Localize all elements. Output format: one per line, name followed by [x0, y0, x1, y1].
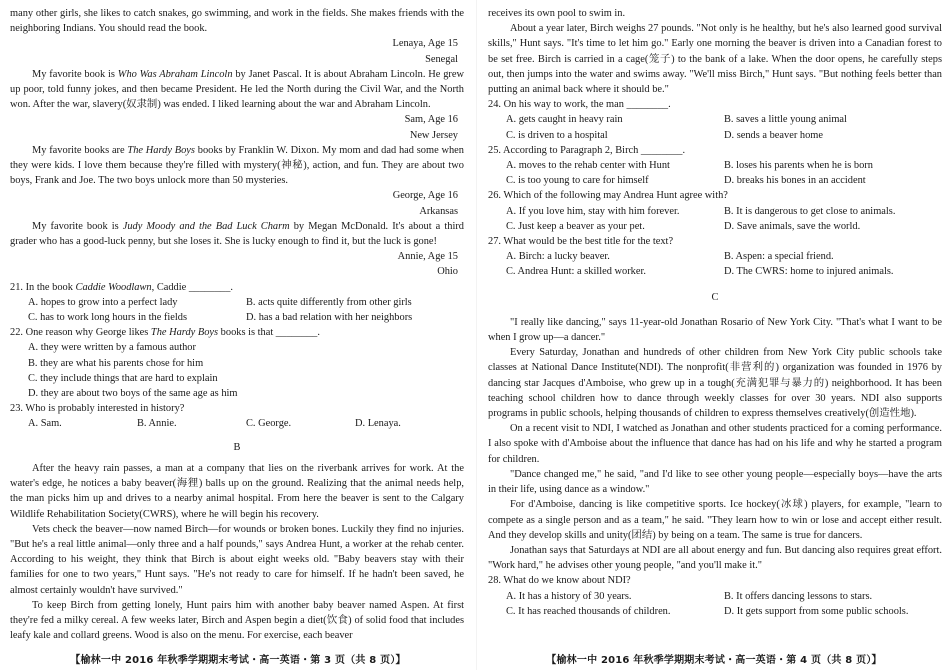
option-c: C. they include things that are hard to explain [28, 372, 218, 384]
option-b: B. Annie. [137, 418, 177, 430]
question-24 [488, 97, 942, 143]
passage-c-paragraph-4: "Dance changed me," he said, "and I'd like to see other young people—especially boys—have the arts in their life, using dance as a window." [488, 468, 942, 496]
lenaya-text-tail: many other girls, she likes to catch snakes, go swimming, and work in the fields. She makes friends with the neighboring Indians. You should read the book. [10, 8, 464, 35]
section-heading-c: C [711, 291, 719, 303]
option-d: D. The CWRS: home to injured animals. [724, 266, 894, 278]
option-c: C. Andrea Hunt: a skilled worker. [506, 266, 646, 278]
signature-sam-name: Sam, Age 16 [404, 114, 458, 126]
page-footer: 【榆林一中 2016 年秋季学期期末考试・高一英语・第 4 页（共 8 页）】 [546, 654, 882, 666]
page-divider [476, 0, 477, 670]
question-27 [488, 234, 942, 280]
option-a: A. It has a history of 30 years. [506, 590, 632, 602]
option-b: B. acts quite differently from other girls [246, 296, 412, 308]
passage-c-paragraph-5: For d'Amboise, dancing is like competitive sports. Ice hockey(冰球) players, for example, "learn to compete as a single person and as a team," he said. "They learn how to win or lose and accept either result. And they develop skills and unity(团结) by being on a team. The same is true for dancers. [488, 499, 942, 541]
page-footer: 【榆林一中 2016 年秋季学期期末考试・高一英语・第 3 页（共 8 页）】 [70, 654, 406, 666]
book-title: Judy Moody and the Bad Luck Charm [122, 220, 290, 232]
passage-b-paragraph-3-tail: receives its own pool to swim in. [488, 8, 626, 19]
signature-george-place: Arkansas [419, 205, 458, 217]
passage-b-paragraph-1: After the heavy rain passes, a man at a company that lies on the riverbank arrives for work. At the water's edge, he notices a baby beaver(海狸) balls up on the ground. Realizing that the animal needs help, the man picks him up and drives to a nearby animal hospital. From here the beaver is sent to the Calgary Wildlife Rehabilitation Society(CWRS), where he will begin his recovery. [10, 462, 464, 520]
option-b: B. they are what his parents chose for him [28, 357, 204, 369]
option-d: D. sends a beaver home [724, 129, 823, 141]
question-stem: 25. According to Paragraph 2, Birch ________. [488, 144, 686, 156]
option-a: A. If you love him, stay with him forever. [506, 205, 680, 217]
book-title: The Hardy Boys [127, 144, 195, 156]
passage-b-paragraph-3: To keep Birch from getting lonely, Hunt pairs him with another baby beaver named Aspen. At first they're fed a milky cereal. A few weeks later, Birch and Aspen begin a diet(饮食) of solid food that includes leafy kale and collard greens. Wood is also on the menu. For exercise, each beaver [10, 599, 464, 642]
question-stem: 21. In the book Caddie Woodlawn, Caddie ________. [10, 281, 234, 293]
option-b: B. It is dangerous to get close to animals. [724, 205, 896, 217]
annie-paragraph: My favorite book is Judy Moody and the Bad Luck Charm by Megan McDonald. It's about a third grader who has a good-luck penny, but she loses it. She is lucky enough to find it, but the luck is gone! [10, 220, 464, 248]
option-c: C. It has reached thousands of children. [506, 605, 671, 617]
passage-c-paragraph-6: Jonathan says that Saturdays at NDI are all about energy and fun. But dancing also requires great effort. "Work hard," he advises other young people, "and you'll make it." [488, 544, 942, 572]
option-c: C. Just keep a beaver as your pet. [506, 220, 645, 232]
question-stem: 23. Who is probably interested in history? [10, 403, 185, 415]
passage-c-paragraph-2: Every Saturday, Jonathan and hundreds of other children from New York City public schools take classes at National Dance Institute(NDI). The nonprofit(非营利的) organization was founded in 1976 by dancing star Jacques d'Amboise, who grew up in a tough(充满犯罪与暴力的) neighborhood. It has been teaching school children how to dance through weekly classes for over 30 years. NDI also supports programs in public schools, helping thousands of children to express themselves creatively(创造性地). [488, 347, 942, 420]
option-d: D. breaks his bones in an accident [724, 175, 866, 187]
option-d: D. It gets support from some public schools. [724, 605, 909, 617]
option-b: B. loses his parents when he is born [724, 160, 873, 172]
question-21 [10, 280, 464, 326]
option-a: A. hopes to grow into a perfect lady [28, 296, 178, 308]
passage-b-paragraph-4: About a year later, Birch weighs 27 pounds. "Not only is he healthy, but he's also learned good survival skills," Hunt says. "It's time to let him go." Early one morning the beaver is driven into a Canadian forest to be set free. Birch is carried in a cage(笼子) to the bank of a lake. When the door opens, he carefully steps out, then jumps into the water and swims away. "We'll miss Birch," Hunt says. "But nothing feels better than putting an animal back where it should be." [488, 23, 942, 96]
signature-lenaya-name: Lenaya, Age 15 [392, 38, 458, 50]
passage-c-paragraph-3: On a recent visit to NDI, I watched as Jonathan and other students practiced for a coming performance. I also spoke with d'Amboise about the influence that dance has had on his life and why he started a program for children. [488, 423, 942, 465]
book-title: Who Was Abraham Lincoln [117, 68, 233, 80]
question-23 [10, 401, 464, 431]
passage-c-paragraph-1: "I really like dancing," says 11-year-old Jonathan Rosario of New York City. "That's what I want to be when I grow up—a dancer." [488, 316, 942, 344]
signature-annie-name: Annie, Age 15 [397, 251, 458, 263]
question-stem: 28. What do we know about NDI? [488, 575, 631, 587]
question-stem: 24. On his way to work, the man ________. [488, 99, 671, 111]
option-a: A. Birch: a lucky beaver. [506, 251, 610, 263]
passage-b-paragraph-2: Vets check the beaver—now named Birch—for wounds or broken bones. Luckily they find no injuries. "But he's a real little animal—only three and a half pounds," says Andrea Hunt, a worker at the rehab center. According to his weight, they think that Birch is about eight weeks old. "Baby beavers stay with their families for one to two years," Hunt says. "He's not ready to care for himself. If he hadn't been saved, he almost certainly wouldn't have survived." [10, 523, 464, 596]
option-a: A. gets caught in heavy rain [506, 114, 623, 126]
option-b: B. It offers dancing lessons to stars. [724, 590, 873, 602]
option-d: D. Save animals, save the world. [724, 220, 861, 232]
option-c: C. has to work long hours in the fields [28, 312, 188, 324]
option-c: C. George. [246, 418, 292, 430]
option-d: D. has a bad relation with her neighbors [246, 312, 413, 324]
option-a: A. Sam. [28, 418, 62, 430]
option-a: A. they were written by a famous author [28, 342, 196, 354]
george-paragraph: My favorite books are The Hardy Boys books by Franklin W. Dixon. My mom and dad had some when they were kids. I love them because they're filled with mystery(神秘), action, and fun. They are about two boys, Frank and Joe. The two boys unlock more than 50 mysteries. [10, 144, 464, 187]
option-d: D. they are about two boys of the same age as him [28, 388, 238, 400]
right-page [478, 0, 950, 670]
signature-george-name: George, Age 16 [392, 190, 458, 202]
option-a: A. moves to the rehab center with Hunt [506, 160, 670, 172]
option-b: B. saves a little young animal [724, 114, 847, 126]
sam-paragraph: My favorite book is Who Was Abraham Lincoln by Janet Pascal. It is about Abraham Lincoln. He grew up poor, told funny jokes, and then became President. He led the North during the Civil War, and the North won. After the war, slavery(奴隶制) was ended. I liked learning about the war and Abraham Lincoln. [10, 68, 464, 111]
signature-lenaya-place: Senegal [425, 53, 458, 65]
section-heading-b: B [233, 441, 241, 453]
question-stem: 22. One reason why George likes The Hardy Boys books is that ________. [10, 327, 320, 339]
option-c: C. is driven to a hospital [506, 129, 608, 141]
option-c: C. is too young to care for himself [506, 175, 649, 187]
option-b: B. Aspen: a special friend. [724, 251, 834, 263]
question-26 [488, 188, 942, 234]
question-28 [488, 573, 942, 619]
question-25 [488, 143, 942, 189]
question-22 [10, 325, 464, 401]
signature-annie-place: Ohio [437, 266, 458, 278]
signature-sam-place: New Jersey [409, 129, 458, 141]
question-stem: 26. Which of the following may Andrea Hunt agree with? [488, 190, 728, 202]
question-stem: 27. What would be the best title for the text? [488, 236, 674, 248]
option-d: D. Lenaya. [355, 418, 401, 430]
